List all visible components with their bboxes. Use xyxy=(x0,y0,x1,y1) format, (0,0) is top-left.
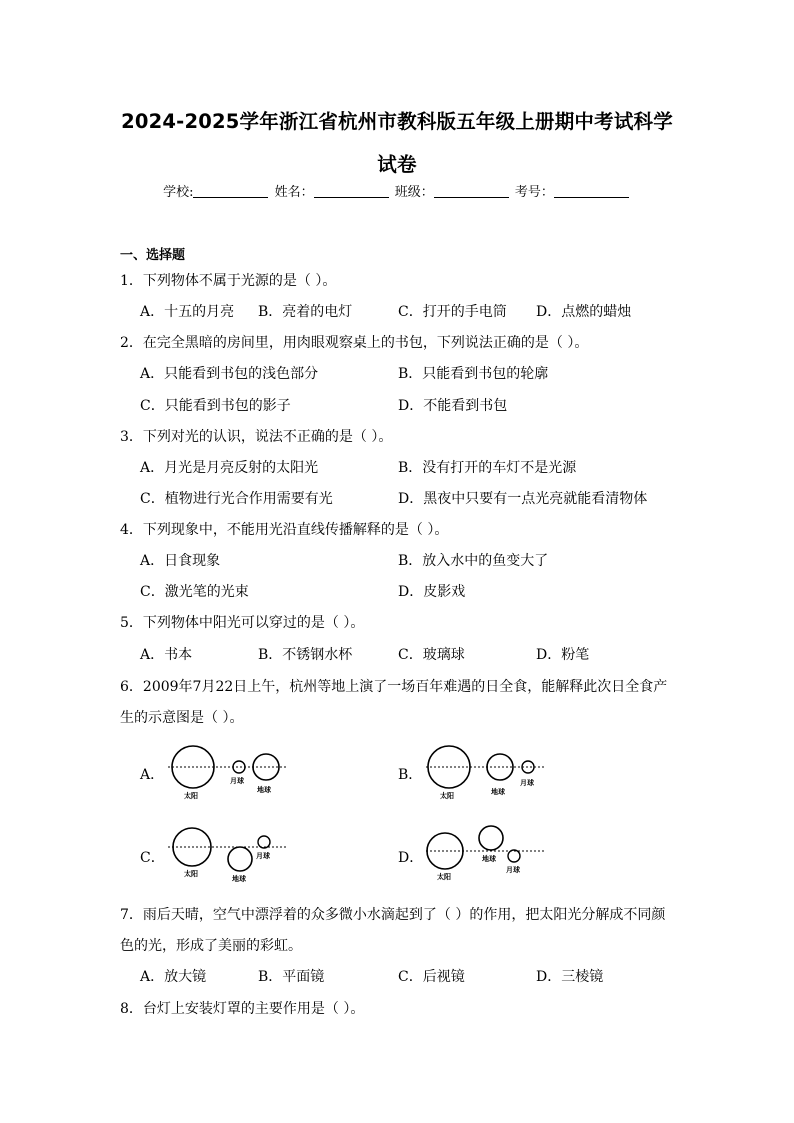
q6d-moon-label: 月球 xyxy=(506,866,520,874)
q6c-moon-label: 月球 xyxy=(256,852,270,860)
q6d-earth-label: 地球 xyxy=(482,855,496,863)
name-label: 姓名： xyxy=(274,185,314,200)
q6-option-c[interactable]: C． xyxy=(140,850,165,866)
class-label: 班级： xyxy=(394,185,434,200)
q1-option-b[interactable]: B．亮着的电灯 xyxy=(258,304,353,320)
q6c-sun-label: 太阳 xyxy=(184,870,198,878)
section-heading: 一、选择题 xyxy=(120,248,186,263)
question-7-stem-cont: 色的光，形成了美丽的彩虹。 xyxy=(120,938,302,954)
question-5-stem: 5．下列物体中阳光可以穿过的是（ ）。 xyxy=(120,615,365,631)
q3-option-c[interactable]: C．植物进行光合作用需要有光 xyxy=(140,491,333,507)
question-7-stem: 7．雨后天晴，空气中漂浮着的众多微小水滴起到了（ ）的作用，把太阳光分解成不同颜 xyxy=(120,907,666,923)
student-info-row xyxy=(0,181,794,200)
exam-no-label: 考号： xyxy=(514,185,554,200)
q5-option-c[interactable]: C．玻璃球 xyxy=(398,647,465,663)
q1-option-a[interactable]: A．十五的月亮 xyxy=(140,304,235,320)
school-label: 学校: xyxy=(163,185,194,200)
q6b-sun-label: 太阳 xyxy=(440,792,454,800)
q6-diagram-b[interactable] xyxy=(418,740,553,805)
q1-option-c[interactable]: C．打开的手电筒 xyxy=(398,304,507,320)
q2-option-c[interactable]: C．只能看到书包的影子 xyxy=(140,398,291,414)
q5-option-b[interactable]: B．不锈钢水杯 xyxy=(258,647,353,663)
q6c-earth-label: 地球 xyxy=(232,875,246,883)
q4-option-a[interactable]: A．日食现象 xyxy=(140,553,221,569)
q7-option-c[interactable]: C．后视镜 xyxy=(398,969,465,985)
q7-option-a[interactable]: A．放大镜 xyxy=(140,969,207,985)
q4-option-c[interactable]: C．激光笔的光束 xyxy=(140,584,249,600)
q6d-sun-label: 太阳 xyxy=(437,873,451,881)
q5-option-a[interactable]: A．书本 xyxy=(140,647,193,663)
q5-option-d[interactable]: D．粉笔 xyxy=(536,647,590,663)
q6-option-a[interactable]: A． xyxy=(140,767,165,783)
q6a-sun-label: 太阳 xyxy=(184,792,198,800)
q6b-earth-label: 地球 xyxy=(491,788,505,796)
q4-option-b[interactable]: B．放入水中的鱼变大了 xyxy=(398,553,549,569)
q2-option-a[interactable]: A．只能看到书包的浅色部分 xyxy=(140,366,319,382)
question-4-stem: 4．下列现象中，不能用光沿直线传播解释的是（ ）。 xyxy=(120,522,449,538)
page-title-line2: 试卷 xyxy=(377,153,417,176)
question-8-stem: 8．台灯上安装灯罩的主要作用是（ ）。 xyxy=(120,1001,365,1017)
question-2-stem: 2．在完全黑暗的房间里，用肉眼观察桌上的书包，下列说法正确的是（ ）。 xyxy=(120,335,589,351)
q6-diagram-c[interactable] xyxy=(160,822,295,887)
q7-option-d[interactable]: D．三棱镜 xyxy=(536,969,604,985)
q3-option-a[interactable]: A．月光是月亮反射的太阳光 xyxy=(140,460,319,476)
exam-no-blank[interactable] xyxy=(554,185,629,198)
q6-diagram-d[interactable] xyxy=(418,822,553,887)
question-1-stem: 1．下列物体不属于光源的是（ ）。 xyxy=(120,273,337,289)
q6-option-d[interactable]: D． xyxy=(398,850,424,866)
q6-diagram-a[interactable] xyxy=(160,740,295,805)
class-blank[interactable] xyxy=(434,185,509,198)
question-6-stem-cont: 生的示意图是（ ）。 xyxy=(120,710,244,726)
question-6-stem: 6．2009年7月22日上午，杭州等地上演了一场百年难遇的日全食，能解释此次日全食产 xyxy=(120,679,668,695)
q6-option-b[interactable]: B． xyxy=(398,767,423,783)
q3-option-b[interactable]: B．没有打开的车灯不是光源 xyxy=(398,460,577,476)
q2-option-d[interactable]: D．不能看到书包 xyxy=(398,398,508,414)
q1-option-d[interactable]: D．点燃的蜡烛 xyxy=(536,304,632,320)
page-title-line1: 2024-2025学年浙江省杭州市教科版五年级上册期中考试科学 xyxy=(121,110,673,133)
q6a-earth-label: 地球 xyxy=(257,786,271,794)
q7-option-b[interactable]: B．平面镜 xyxy=(258,969,325,985)
q6b-moon-label: 月球 xyxy=(520,779,534,787)
q2-option-b[interactable]: B．只能看到书包的轮廓 xyxy=(398,366,549,382)
q6a-moon-label: 月球 xyxy=(230,777,244,785)
name-blank[interactable] xyxy=(314,185,389,198)
school-blank[interactable] xyxy=(193,185,268,198)
q4-option-d[interactable]: D．皮影戏 xyxy=(398,584,466,600)
question-3-stem: 3．下列对光的认识，说法不正确的是（ ）。 xyxy=(120,429,393,445)
q3-option-d[interactable]: D．黑夜中只要有一点光亮就能看清物体 xyxy=(398,491,648,507)
